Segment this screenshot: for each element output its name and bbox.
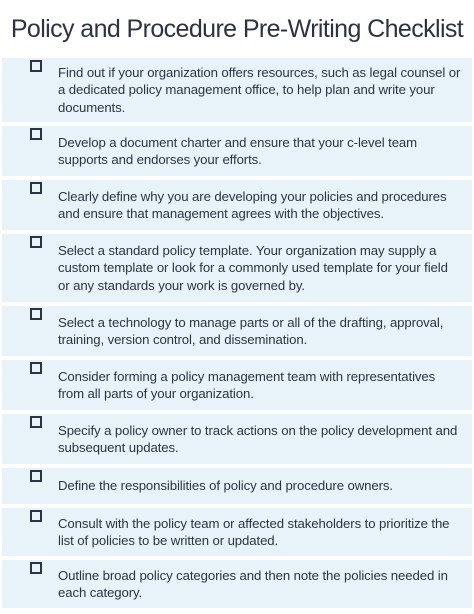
checklist-item-10[interactable] — [2, 560, 472, 608]
checklist-item-2[interactable] — [2, 126, 472, 176]
page-title: Policy and Procedure Pre-Writing Checklist — [10, 15, 464, 43]
checklist-item-4[interactable] — [2, 234, 472, 302]
checklist-item-label: Develop a document charter and ensure that your c-level team supports and endorses your efforts. — [58, 134, 418, 167]
checkbox[interactable] — [30, 308, 42, 320]
checklist-item-9[interactable] — [2, 508, 472, 556]
checkbox[interactable] — [30, 562, 42, 574]
checklist-item-label: Specify a policy owner to track actions on the policy development and subsequent updates. — [58, 422, 458, 455]
checklist-item-8[interactable] — [2, 468, 472, 504]
checklist-item-label: Find out if your organization offers resources, such as legal counsel or a dedicated policy management office, to help plan and write your documents. — [58, 64, 461, 115]
checklist-item-7[interactable] — [2, 414, 472, 464]
checkbox[interactable] — [30, 470, 42, 482]
checklist-item-label: Outline broad policy categories and then note the policies needed in each category. — [58, 567, 448, 600]
checklist-item-label: Consider forming a policy management team with representatives from all parts of your organization. — [58, 368, 436, 401]
checkbox[interactable] — [30, 510, 42, 522]
checklist-item-5[interactable] — [2, 306, 472, 356]
checklist-item-label: Consult with the policy team or affected stakeholders to prioritize the list of policies to be written or updated. — [58, 515, 450, 548]
checkbox[interactable] — [30, 182, 42, 194]
checkbox[interactable] — [30, 60, 42, 72]
checklist-item-label: Define the responsibilities of policy and procedure owners. — [58, 478, 393, 494]
checkbox[interactable] — [30, 236, 42, 248]
checklist — [2, 58, 472, 612]
checklist-item-label: Select a standard policy template. Your organization may supply a custom template or look for a commonly used template for your field or any standards your work is governed by. — [58, 242, 448, 293]
checkbox[interactable] — [30, 362, 42, 374]
checklist-item-label: Clearly define why you are developing your policies and procedures and ensure that management agrees with the objectives. — [58, 188, 447, 221]
checklist-item-label: Select a technology to manage parts or all of the drafting, approval, training, version control, and dissemination. — [58, 314, 444, 347]
checklist-item-6[interactable] — [2, 360, 472, 410]
checkbox[interactable] — [30, 416, 42, 428]
checklist-item-3[interactable] — [2, 180, 472, 230]
checklist-item-1[interactable] — [2, 58, 472, 122]
checkbox[interactable] — [30, 128, 42, 140]
